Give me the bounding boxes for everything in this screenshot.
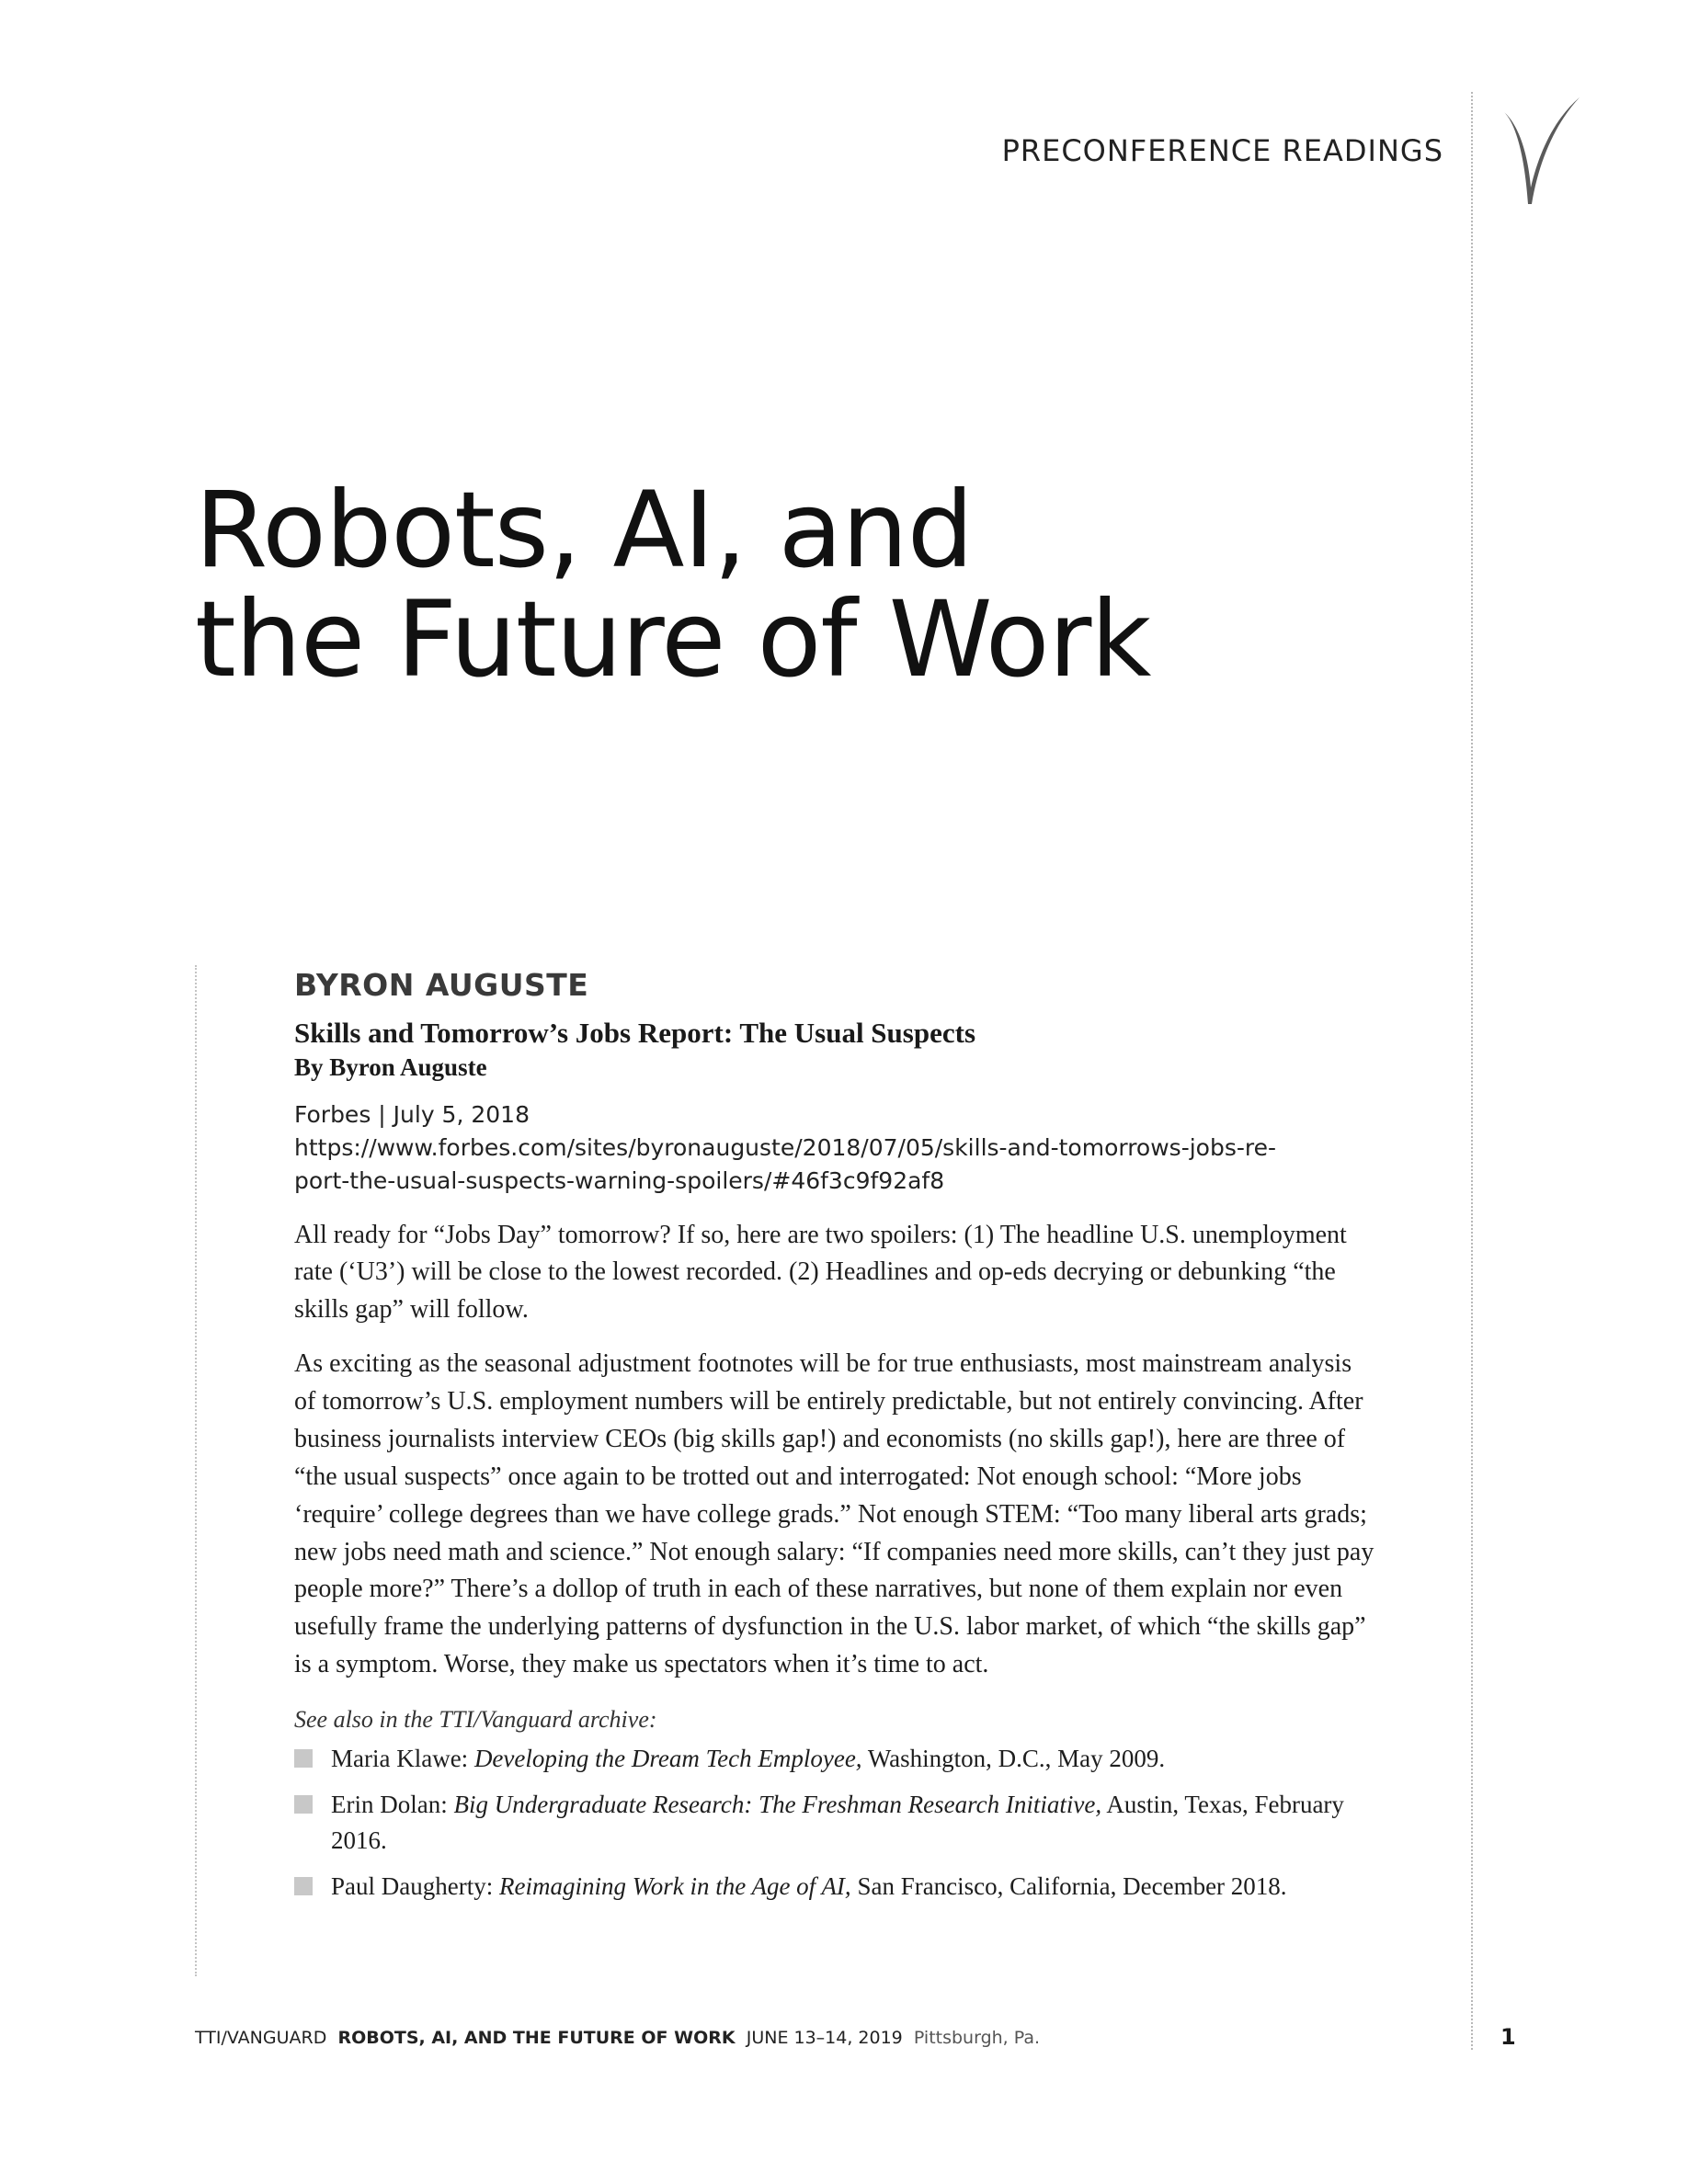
page-number: 1 xyxy=(1500,2024,1516,2050)
article-paragraph-1: All ready for “Jobs Day” tomorrow? If so, here are two spoilers: (1) The headline U.S. unemployment rate (‘U3’) will be close to the lowest recorded. (2) Headlines and op-eds decrying or debunking “the skills gap” will follow. xyxy=(294,1220,1347,1325)
square-bullet-icon xyxy=(294,1795,313,1814)
title-line-1: Robots, AI, and xyxy=(195,469,974,591)
title-line-2: the Future of Work xyxy=(195,577,1151,700)
page-footer xyxy=(195,2028,1040,2048)
list-item xyxy=(294,1741,1379,1776)
footer-location: Pittsburgh, Pa. xyxy=(913,2028,1041,2048)
footer-event: ROBOTS, AI, AND THE FUTURE OF WORK xyxy=(337,2028,736,2048)
source-line: Forbes | July 5, 2018 xyxy=(294,1100,530,1128)
see-also-label: See also in the TTI/Vanguard archive: xyxy=(294,1706,657,1733)
square-bullet-icon xyxy=(294,1749,313,1768)
article-paragraph-2: As exciting as the seasonal adjustment footnotes will be for true enthusiasts, most mainstream analysis of tomorrow’s U.S. employment numbers will be entirely predictable, but not entirely convincing. After business journalists interview CEOs (big skills gap!) and economists (no skills gap!), here are three of “the usual suspects” once again to be trotted out and interrogated: Not enough school: “More jobs ‘require’ college degrees than we have college grads.” Not enough STEM: “Too many liberal arts grads; new jobs need math and science.” Not enough salary: “If companies need more skills, can’t they just pay people more?” There’s a dollop of truth in each of these narratives, but none of them explain nor even usefully frame the underlying patterns of dysfunction in the U.S. labor market, of which “the skills gap” is a symptom. Worse, they make us spectators when it’s time to act. xyxy=(294,1349,1374,1679)
footer-org: TTI/VANGUARD xyxy=(195,2028,327,2048)
list-item xyxy=(294,1869,1379,1904)
right-margin-rule xyxy=(1471,92,1473,2050)
ref-title: Developing the Dream Tech Employee, xyxy=(473,1745,862,1772)
vanguard-logo-icon xyxy=(1500,96,1581,208)
ref-details: Washington, D.C., May 2009. xyxy=(867,1745,1166,1772)
page-title xyxy=(195,469,1151,700)
ref-title: Reimagining Work in the Age of AI, xyxy=(498,1871,851,1900)
source-info xyxy=(294,1098,1379,1199)
byline: By Byron Auguste xyxy=(294,1052,487,1081)
left-margin-rule xyxy=(195,965,197,1976)
ref-person: Maria Klawe: xyxy=(331,1745,469,1772)
article-section xyxy=(294,967,1379,1915)
author-heading: BYRON AUGUSTE xyxy=(294,967,589,1003)
ref-person: Paul Daugherty: xyxy=(331,1871,494,1900)
article-title: Skills and Tomorrow’s Jobs Report: The Usual Suspects xyxy=(294,1017,976,1049)
ref-details: Austin, Texas, February 2016. xyxy=(331,1791,1344,1854)
footer-dates: JUNE 13–14, 2019 xyxy=(746,2028,903,2048)
ref-person: Erin Dolan: xyxy=(331,1791,448,1819)
square-bullet-icon xyxy=(294,1877,313,1895)
ref-details: San Francisco, California, December 2018. xyxy=(857,1871,1287,1900)
list-item xyxy=(294,1787,1379,1858)
section-header: PRECONFERENCE READINGS xyxy=(1001,133,1443,168)
source-url-line-1[interactable]: https://www.forbes.com/sites/byronauguste/2018/07/05/skills-and-tomorrows-jobs-re- xyxy=(294,1134,1277,1161)
see-also-list xyxy=(294,1741,1379,1904)
source-url-line-2[interactable]: port-the-usual-suspects-warning-spoilers/#46f3c9f92af8 xyxy=(294,1167,945,1195)
ref-title: Big Undergraduate Research: The Freshman Research Initiative, xyxy=(453,1791,1102,1819)
